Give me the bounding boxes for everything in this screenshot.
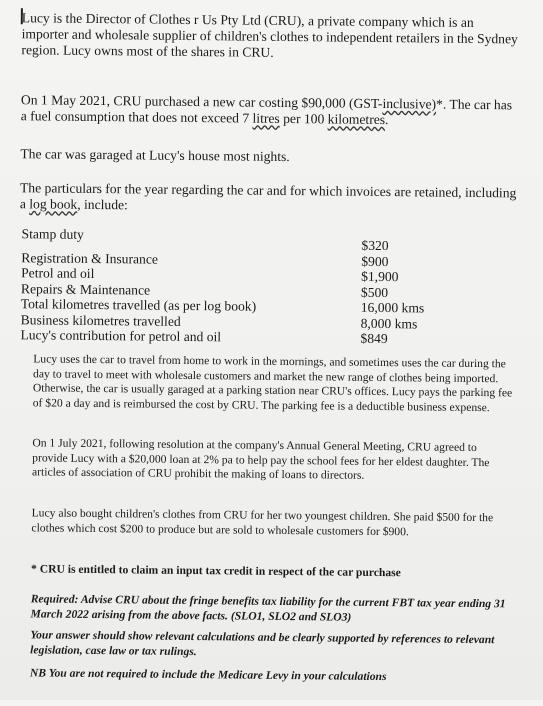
particulars-row: Stamp duty $320 <box>21 226 389 254</box>
nb-note: NB You are not required to include the Medicare Levy in your calculations <box>29 666 387 684</box>
required-paragraph: Required: Advise CRU about the fringe benefits tax liability for the current FBT tax year ending 31 March 2022 arising from the above facts. (SLO1, SLO2 and SLO3) <box>30 592 506 624</box>
particulars-row: Repairs & Maintenance $500 <box>20 280 389 300</box>
car-use-paragraph: Lucy uses the car to travel from home to work in the mornings, and sometimes uses the car during the day to travel to meet with wholesale customers and market the new range of clothes being imported. Otherwise, the car is usually garaged at a parking station near CRU's offices. Lucy pays the parking fee of $20 a day and is reimbursed the cost by CRU. The parking fee is a deductible business expense. <box>32 352 513 414</box>
loan-paragraph: On 1 July 2021, following resolution at the company's Annual General Meeting, CRU agreed to provide Lucy with a $20,000 loan at 2% pa to help pay the school fees for her eldest daughter. The articles of association of CRU prohibit the making of loans to directors. <box>31 436 490 482</box>
particulars-row: Total kilometres travelled (as per log book) 16,000 kms <box>20 296 425 316</box>
particulars-row: Lucy's contribution for petrol and oil $849 <box>20 327 388 347</box>
particulars-row: Petrol and oil $1,900 <box>21 265 399 285</box>
intro-paragraph: Lucy is the Director of Clothes r Us Pty Ltd (CRU), a private company which is an importer and wholesale supplier of children's clothes to independent retailers in the Sydney region. Lucy owns most of the shares in CRU. <box>21 10 518 60</box>
particulars-row: Business kilometres travelled 8,000 kms <box>20 311 418 331</box>
garaged-paragraph: The car was garaged at Lucy's house most nights. <box>20 146 290 165</box>
footnote: * CRU is entitled to claim an input tax credit in respect of the car purchase <box>30 562 401 580</box>
car-purchase-paragraph: On 1 May 2021, CRU purchased a new car costing $90,000 (GST-inclusive)*. The car has a fuel consumption that does not exceed 7 litres per 100 kilometres. <box>20 92 513 128</box>
clothes-paragraph: Lucy also bought children's clothes from CRU for her two youngest children. She paid $500 for the clothes which cost $200 to produce but are sold to wholesale customers for $900. <box>31 506 494 538</box>
particulars-row: Registration & Insurance $900 <box>21 249 389 269</box>
particulars-table <box>20 226 441 347</box>
particulars-intro-paragraph: The particulars for the year regarding the car and for which invoices are retained, including a log book, include: <box>19 180 517 213</box>
answer-instructions: Your answer should show relevant calculations and be clearly supported by references to relevant legislation, case law or tax rulings. <box>30 628 495 658</box>
